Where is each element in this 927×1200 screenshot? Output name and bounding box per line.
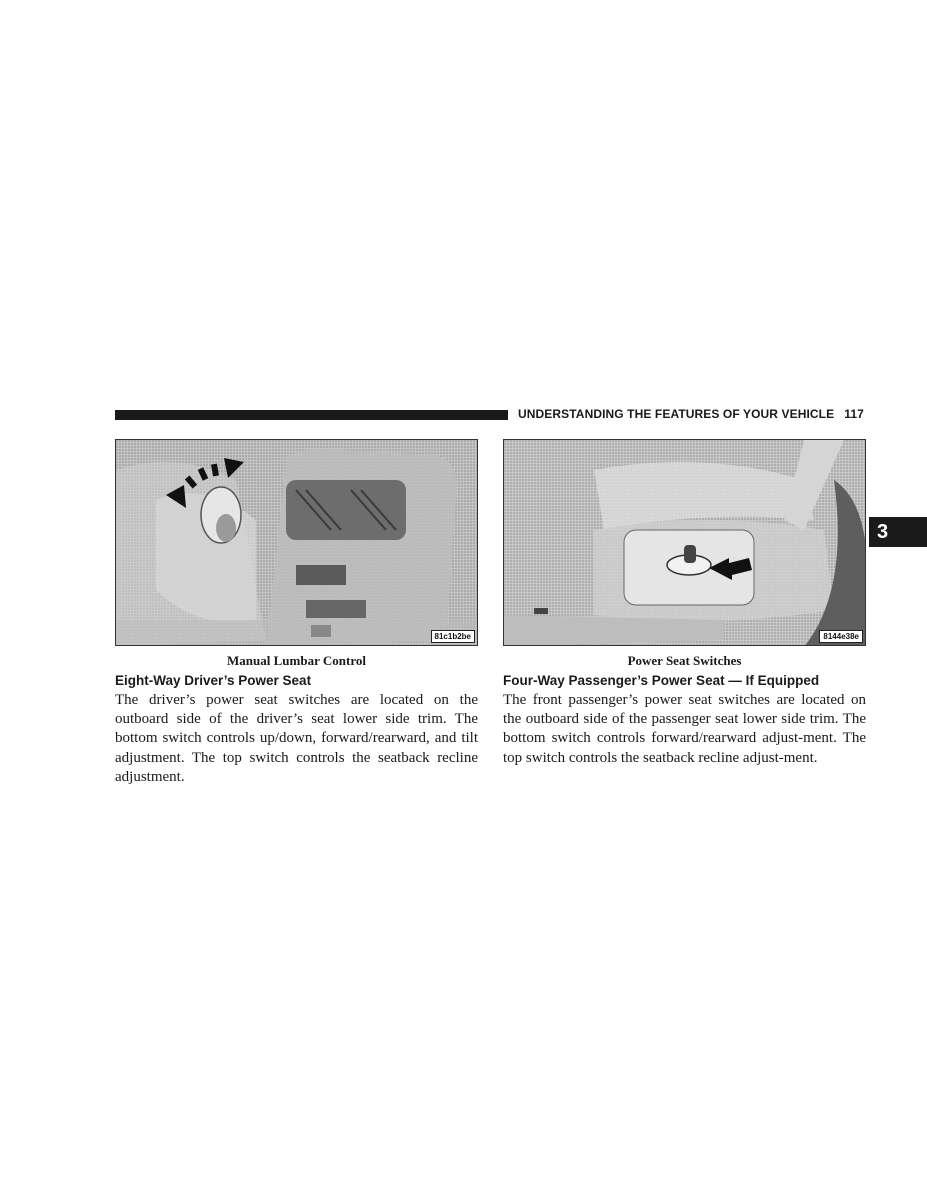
running-header xyxy=(518,407,864,425)
figure-caption: Manual Lumbar Control xyxy=(227,653,366,668)
page-number: 117 xyxy=(844,407,864,421)
figure-code: 8144e38e xyxy=(819,630,863,643)
header-rule xyxy=(115,410,508,420)
power-seat-switch-photo xyxy=(503,439,866,646)
chapter-number: 3 xyxy=(877,520,889,543)
figure-code: 81c1b2be xyxy=(431,630,475,643)
section-heading: Four-Way Passenger’s Power Seat — If Equipped xyxy=(503,673,820,688)
section-body: The driver’s power seat switches are located on the outboard side of the driver’s seat lower side trim. The bottom switch controls up/down, forward/rearward, and tilt adjustment. The top switch controls the seatback recline adjustment. xyxy=(115,692,478,785)
power-seat-switch-illustration xyxy=(504,440,866,646)
section-body: The front passenger’s power seat switches are located on the outboard side of the passenger seat lower side trim. The bottom switch controls forward/rearward adjust-ment. The top switch controls the seatback recline adjust-ment. xyxy=(503,692,866,766)
section-title: UNDERSTANDING THE FEATURES OF YOUR VEHICLE xyxy=(518,407,835,421)
figure-caption: Power Seat Switches xyxy=(627,653,742,668)
lumbar-control-illustration xyxy=(116,440,478,646)
chapter-tab xyxy=(869,517,927,547)
lumbar-control-photo xyxy=(115,439,478,646)
section-heading: Eight-Way Driver’s Power Seat xyxy=(115,673,312,688)
